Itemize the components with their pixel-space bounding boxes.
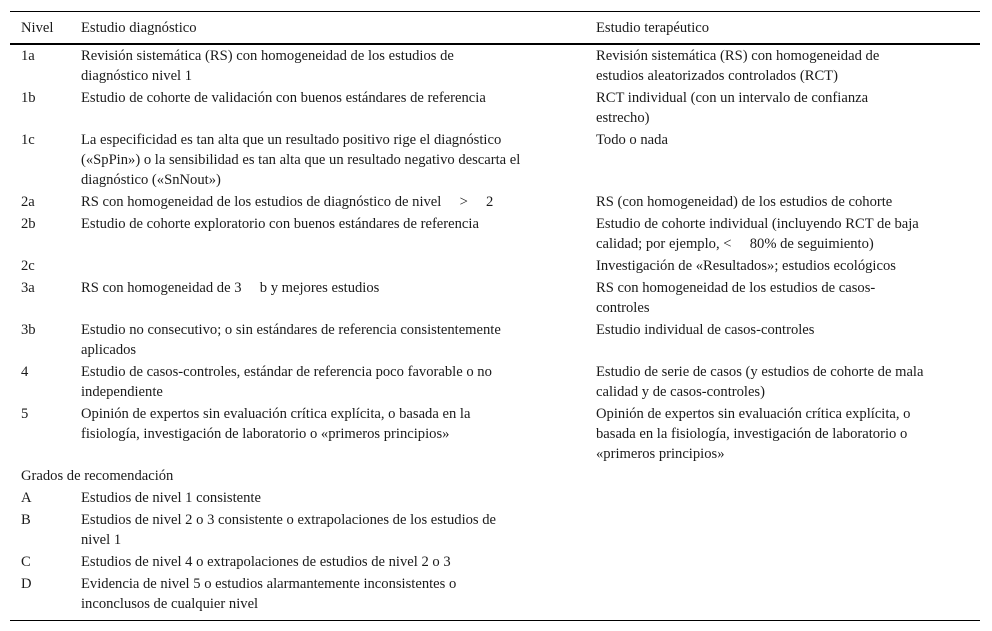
cell-diagnostic-line: Estudio de cohorte de validación con buenos estándares de referencia — [81, 90, 486, 106]
grades-title: Grados de recomendación — [21, 468, 174, 484]
cell-diagnostic-line: Estudio de cohorte exploratorio con buenos estándares de referencia — [81, 216, 479, 232]
header-diagnostic: Estudio diagnóstico — [81, 20, 197, 36]
cell-diagnostic-line: diagnóstico nivel 1 — [81, 68, 193, 84]
cell-therapeutic-line: Estudio individual de casos-controles — [596, 322, 815, 338]
cell-diagnostic-line: fisiología, investigación de laboratorio o «primeros principios» — [81, 426, 450, 442]
cell-therapeutic-line: Opinión de expertos sin evaluación crítica explícita, o — [596, 406, 911, 422]
cell-level: 3b — [21, 322, 36, 338]
grade-letter: C — [21, 554, 31, 570]
cell-diagnostic-line: RS con homogeneidad de los estudios de diagnóstico de nivel > 2 — [81, 194, 494, 210]
grade-text-line: Estudios de nivel 4 o extrapolaciones de estudios de nivel 2 o 3 — [81, 554, 451, 570]
cell-level: 1c — [21, 132, 35, 148]
grade-letter: B — [21, 512, 31, 528]
cell-therapeutic-line: estudios aleatorizados controlados (RCT) — [596, 68, 838, 84]
cell-level: 2a — [21, 194, 35, 210]
cell-therapeutic-line: controles — [596, 300, 650, 316]
cell-diagnostic-line: diagnóstico («SnNout») — [81, 172, 221, 188]
grade-letter: D — [21, 576, 32, 592]
cell-therapeutic-line: estrecho) — [596, 110, 650, 126]
cell-diagnostic-line: La especificidad es tan alta que un resultado positivo rige el diagnóstico — [81, 132, 502, 148]
grade-text-line: Estudios de nivel 2 o 3 consistente o extrapolaciones de los estudios de — [81, 512, 497, 528]
cell-therapeutic-line: Estudio de cohorte individual (incluyendo RCT de baja — [596, 216, 919, 232]
evidence-levels-table — [10, 11, 980, 621]
cell-therapeutic-line: calidad; por ejemplo, < 80% de seguimiento) — [596, 236, 874, 252]
cell-diagnostic-line: Estudio de casos-controles, estándar de referencia poco favorable o no — [81, 364, 492, 380]
cell-level: 3a — [21, 280, 35, 296]
cell-level: 2b — [21, 216, 36, 232]
cell-level: 1b — [21, 90, 36, 106]
cell-diagnostic-line: aplicados — [81, 342, 137, 358]
cell-therapeutic-line: Revisión sistemática (RS) con homogeneidad de — [596, 48, 880, 64]
cell-therapeutic-line: Estudio de serie de casos (y estudios de cohorte de mala — [596, 364, 924, 380]
header-therapeutic: Estudio terapéutico — [596, 20, 710, 36]
cell-diagnostic-line: («SpPin») o la sensibilidad es tan alta que un resultado negativo descarta el — [81, 152, 521, 168]
cell-therapeutic-line: RS (con homogeneidad) de los estudios de cohorte — [596, 194, 893, 210]
cell-therapeutic-line: RCT individual (con un intervalo de confianza — [596, 90, 869, 106]
grade-letter: A — [21, 490, 32, 506]
cell-diagnostic-line: Revisión sistemática (RS) con homogeneidad de los estudios de — [81, 48, 454, 64]
cell-level: 5 — [21, 406, 29, 422]
cell-therapeutic-line: basada en la fisiología, investigación de laboratorio o — [596, 426, 908, 442]
grade-text-line: Estudios de nivel 1 consistente — [81, 490, 261, 506]
cell-level: 2c — [21, 258, 35, 274]
cell-therapeutic-line: RS con homogeneidad de los estudios de casos- — [596, 280, 876, 296]
cell-therapeutic-line: «primeros principios» — [596, 446, 725, 462]
cell-therapeutic-line: Todo o nada — [596, 132, 668, 148]
grade-text-line: inconclusos de cualquier nivel — [81, 596, 259, 612]
header-level: Nivel — [21, 20, 54, 36]
cell-diagnostic-line: independiente — [81, 384, 163, 400]
cell-therapeutic-line: Investigación de «Resultados»; estudios ecológicos — [596, 258, 896, 274]
cell-diagnostic-line: RS con homogeneidad de 3 b y mejores estudios — [81, 280, 380, 296]
table-header-row — [10, 12, 980, 45]
cell-level: 4 — [21, 364, 29, 380]
cell-diagnostic-line: Opinión de expertos sin evaluación crítica explícita, o basada en la — [81, 406, 471, 422]
cell-level: 1a — [21, 48, 35, 64]
grade-text-line: nivel 1 — [81, 532, 122, 548]
cell-therapeutic-line: calidad y de casos-controles) — [596, 384, 765, 400]
cell-diagnostic-line: Estudio no consecutivo; o sin estándares de referencia consistentemente — [81, 322, 501, 338]
grade-text-line: Evidencia de nivel 5 o estudios alarmantemente inconsistentes o — [81, 576, 457, 592]
